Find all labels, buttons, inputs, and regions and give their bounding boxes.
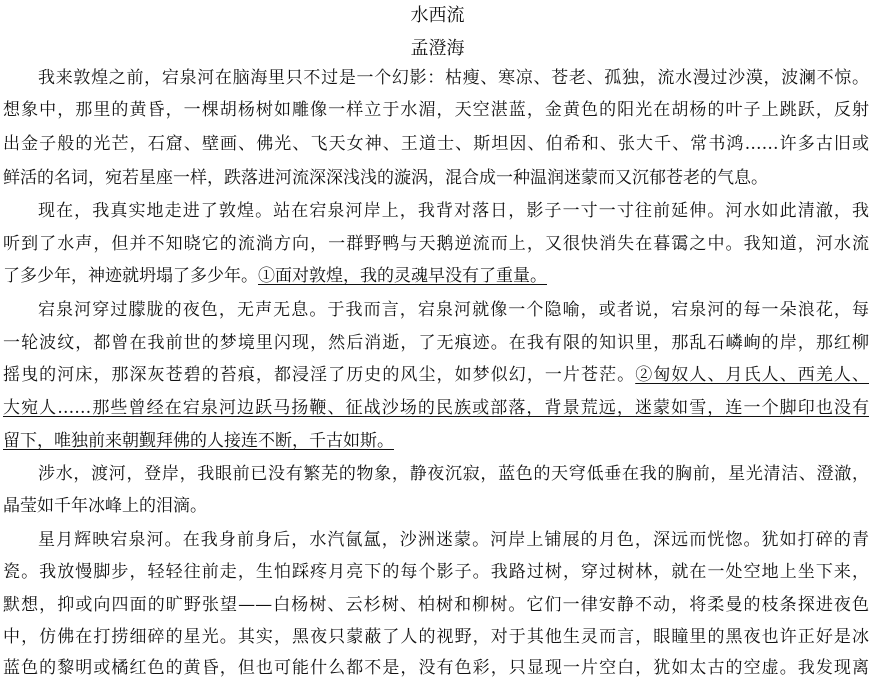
text-segment: 宕泉河穿过朦胧的夜色，无声无息。于我而言，宕泉河就像一个隐喻，或者说，宕泉河的每一朵浪花，每	[38, 300, 869, 320]
text-segment: 我来敦煌之前，宕泉河在脑海里只不过是一个幻影：枯瘦、寒凉、苍老、孤独，流水漫过沙漠，波澜不惊。	[38, 68, 869, 88]
underlined-sentence-2-end: 留下，唯独前来朝觐拜佛的人接连不断，千古如斯。	[3, 431, 394, 451]
text-segment: 瓷。我放慢脚步，轻轻往前走，生怕踩疼月亮下的每个影子。我路过树，穿过树林，就在一处空地上坐下来，	[3, 562, 869, 582]
text-segment: 一轮波纹，都曾在我前世的梦境里闪现，然后消逝，了无痕迹。在我有限的知识里，那乱石嶙峋的岸，那红柳	[3, 333, 869, 353]
paragraph-5-line-5	[3, 655, 869, 681]
paragraph-2-line-1	[38, 198, 869, 224]
text-segment: 晶莹如千年冰峰上的泪滴。	[3, 496, 207, 516]
paragraph-4-line-2	[3, 493, 869, 519]
paragraph-2-line-3	[3, 263, 869, 289]
paragraph-5-line-1	[38, 527, 869, 553]
paragraph-3-line-3	[3, 362, 869, 388]
text-segment: 星月辉映宕泉河。在我身前身后，水汽氤氲，沙洲迷蒙。河岸上铺展的月色，深远而恍惚。犹如打碎的青	[38, 530, 869, 550]
underlined-sentence-1: ①面对敦煌，我的灵魂早没有了重量。	[258, 266, 547, 286]
paragraph-1-line-2	[3, 97, 869, 123]
paragraph-2-line-2	[3, 231, 869, 257]
paragraph-5-line-2	[3, 559, 869, 585]
text-segment: 了多少年，神迹就坍塌了多少年。	[3, 266, 258, 286]
text-segment: 中，仿佛在打捞细碎的星光。其实，黑夜只蒙蔽了人的视野，对于其他生灵而言，眼瞳里的黑夜也许正好是冰	[3, 627, 869, 647]
text-segment: 默想，抑或向四面的旷野张望——白杨树、云杉树、柏树和柳树。它们一律安静不动，将柔曼的枝条探进夜色	[3, 595, 869, 615]
underlined-sentence-2-cont: 大宛人……那些曾经在宕泉河边跃马扬鞭、征战沙场的民族或部落，背景荒远，迷蒙如雪，连一个脚印也没有	[3, 398, 869, 418]
paragraph-1-line-4	[3, 165, 869, 191]
text-segment: 涉水，渡河，登岸，我眼前已没有繁芜的物象，静夜沉寂，蓝色的天穹低垂在我的胸前，星光清洁、澄澈，	[38, 464, 869, 484]
paragraph-4-line-1	[38, 461, 869, 487]
text-segment: 鲜活的名词，宛若星座一样，跌落进河流深深浅浅的漩涡，混合成一种温润迷蒙而又沉郁苍老的气息。	[3, 168, 768, 188]
paragraph-3-line-2	[3, 330, 869, 356]
paragraph-3-line-5	[3, 428, 869, 454]
text-segment: 蓝色的黎明或橘红色的黄昏，但也可能什么都不是，没有色彩，只显现一片空白，犹如太古的空虚。我发现离	[3, 658, 869, 678]
paragraph-1-line-3	[3, 131, 869, 157]
text-segment: 听到了水声，但并不知晓它的流淌方向，一群野鸭与天鹅逆流而上，又很快消失在暮霭之中。我知道，河水流	[3, 234, 869, 254]
text-segment: 摇曳的河床，那深灰苍碧的苔痕，都浸淫了历史的风尘，如梦似幻，一片苍茫。	[3, 365, 636, 385]
text-segment: 出金子般的光芒，石窟、壁画、佛光、飞天女神、王道士、斯坦因、伯希和、张大千、常书鸿……许多古旧或	[3, 134, 869, 154]
paragraph-5-line-4	[3, 624, 869, 650]
article-title: 水西流	[410, 5, 465, 26]
paragraph-5-line-3	[3, 592, 869, 618]
paragraph-1-line-1	[38, 65, 869, 91]
paragraph-3-line-1	[38, 297, 869, 323]
author-name: 孟澄海	[410, 38, 465, 59]
text-segment: 想象中，那里的黄昏，一棵胡杨树如雕像一样立于水湄，天空湛蓝，金黄色的阳光在胡杨的叶子上跳跃，反射	[3, 100, 869, 120]
text-segment: 现在，我真实地走进了敦煌。站在宕泉河岸上，我背对落日，影子一寸一寸往前延伸。河水如此清澈，我	[38, 201, 869, 221]
paragraph-3-line-4	[3, 395, 869, 421]
underlined-sentence-2: ②匈奴人、月氏人、西羌人、	[635, 365, 869, 385]
